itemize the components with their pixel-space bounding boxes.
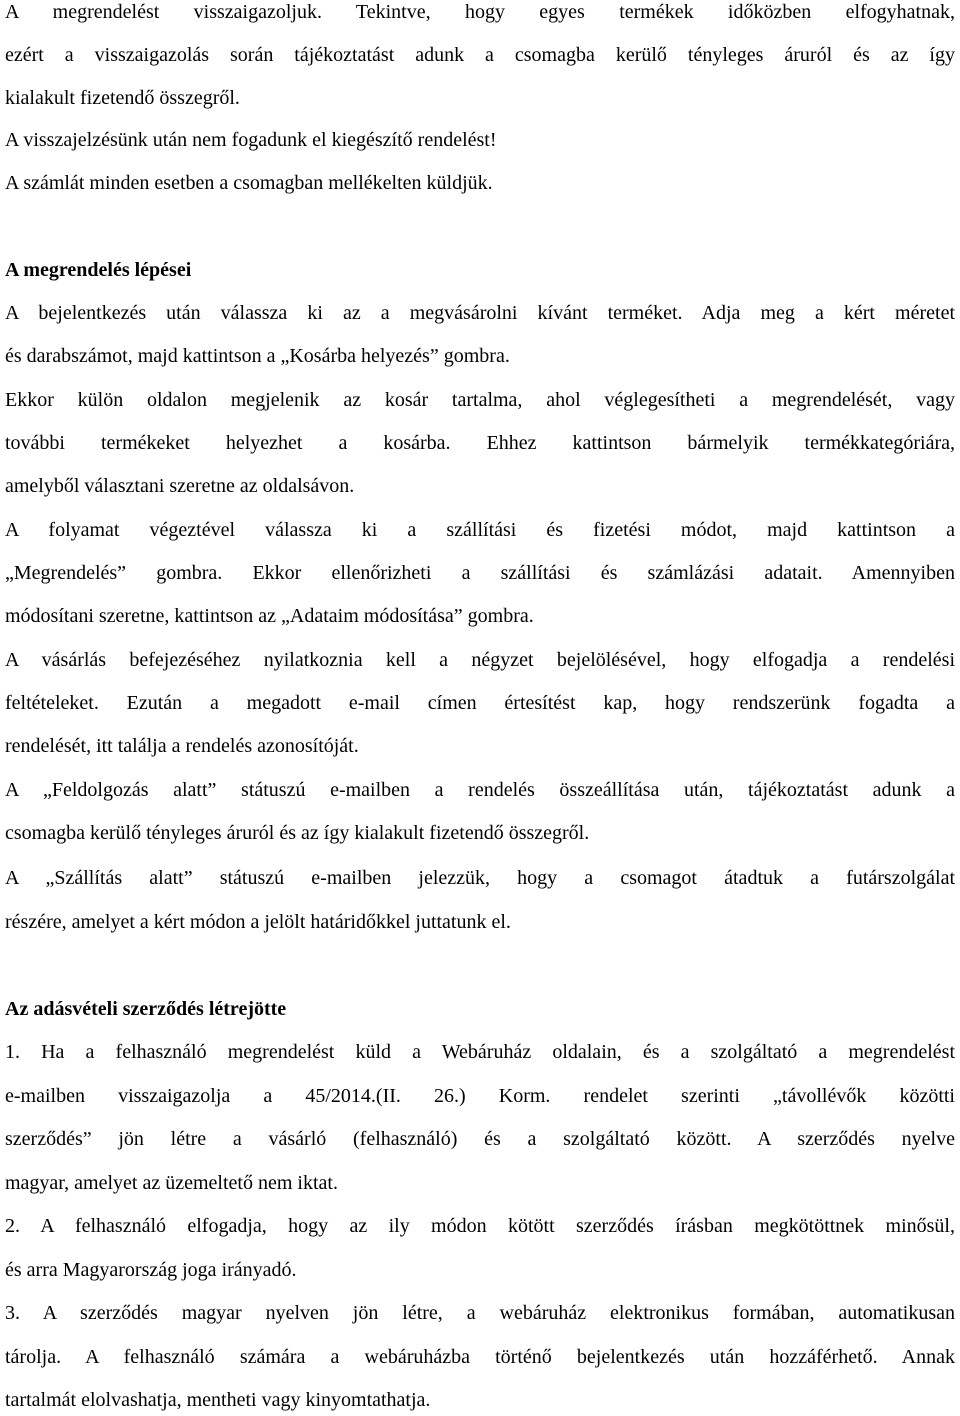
text-line: részére, amelyet a kért módon a jelölt határidőkkel juttatunk el. [5,911,511,933]
text-line: tárolja. A felhasználó számára a webáruházba történő bejelentkezés után hozzáférhető. Annak [5,1346,955,1368]
text-line: A „Feldolgozás alatt” státuszú e-mailben a rendelés összeállítása után, tájékoztatást adunk a [5,779,955,801]
text-line: A folyamat végeztével válassza ki a szállítási és fizetési módot, majd kattintson a [5,519,955,541]
text-line: Ekkor külön oldalon megjelenik az kosár tartalma, ahol véglegesítheti a megrendelését, vagy [5,389,955,411]
text-line: e-mailben visszaigazolja a 45/2014.(II. 26.) Korm. rendelet szerinti „távollévők közötti [5,1085,955,1107]
text-line: tartalmát elolvashatja, mentheti vagy kinyomtathatja. [5,1389,431,1411]
text-line: ezért a visszaigazolás során tájékoztatást adunk a csomagba kerülő tényleges áruról és az így [5,44,955,66]
text-line: „Megrendelés” gombra. Ekkor ellenőrizheti a szállítási és számlázási adatait. Amennyiben [5,562,955,584]
text-line: A visszajelzésünk után nem fogadunk el kiegészítő rendelést! [5,129,497,151]
section-heading: Az adásvételi szerződés létrejötte [5,998,287,1020]
text-line: 2. A felhasználó elfogadja, hogy az ily módon kötött szerződés írásban megkötöttnek minősül, [5,1215,955,1237]
text-line: módosítani szeretne, kattintson az „Adataim módosítása” gombra. [5,605,534,627]
text-line: A „Szállítás alatt” státuszú e-mailben jelezzük, hogy a csomagot átadtuk a futárszolgálat [5,867,955,889]
text-line: szerződés” jön létre a vásárló (felhasználó) és a szolgáltató között. A szerződés nyelve [5,1128,955,1150]
text-line: A megrendelést visszaigazoljuk. Tekintve, hogy egyes termékek időközben elfogyhatnak, [5,1,955,23]
text-line: A számlát minden esetben a csomagban mellékelten küldjük. [5,172,493,194]
text-line: további termékeket helyezhet a kosárba. Ehhez kattintson bármelyik termékkategóriára, [5,432,955,454]
text-line: feltételeket. Ezután a megadott e-mail címen értesítést kap, hogy rendszerünk fogadta a [5,692,955,714]
text-line: A bejelentkezés után válassza ki az a megvásárolni kívánt terméket. Adja meg a kért méretet [5,302,955,324]
text-line: és arra Magyarország joga irányadó. [5,1259,297,1281]
text-line: csomagba kerülő tényleges áruról és az így kialakult fizetendő összegről. [5,822,590,844]
text-line: magyar, amelyet az üzemeltető nem iktat. [5,1172,338,1194]
text-line: 3. A szerződés magyar nyelven jön létre, a webáruház elektronikus formában, automatikusan [5,1302,955,1324]
text-line: 1. Ha a felhasználó megrendelést küld a Webáruház oldalain, és a szolgáltató a megrendelést [5,1041,955,1063]
text-line: A vásárlás befejezéséhez nyilatkoznia kell a négyzet bejelölésével, hogy elfogadja a rendelési [5,649,955,671]
text-line: és darabszámot, majd kattintson a „Kosárba helyezés” gombra. [5,345,510,367]
text-line: rendelését, itt találja a rendelés azonosítóját. [5,735,359,757]
text-line: kialakult fizetendő összegről. [5,87,240,109]
text-line: amelyből választani szeretne az oldalsávon. [5,475,355,497]
section-heading: A megrendelés lépései [5,259,192,281]
